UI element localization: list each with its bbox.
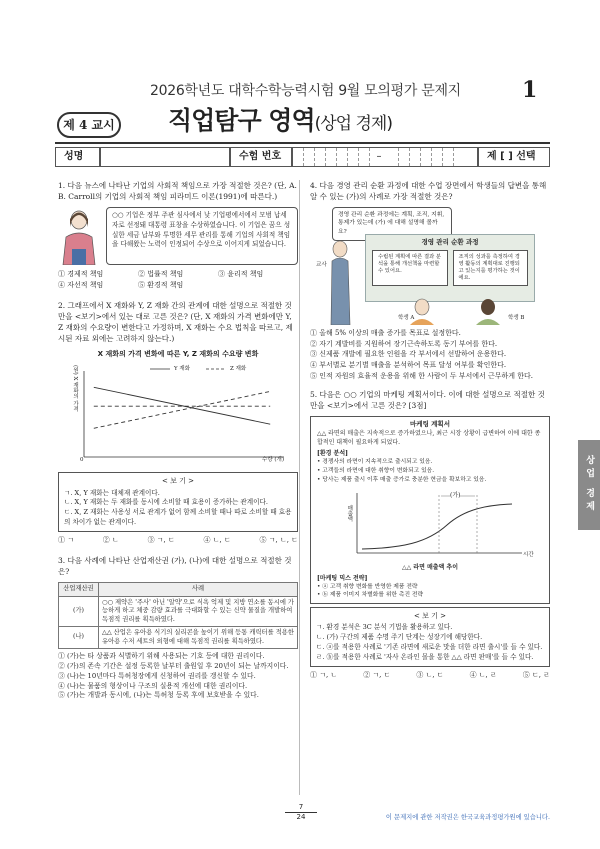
- q2-series-line-3: [94, 391, 270, 428]
- q2-bogi-3: ㄷ. X, Z 재화는 사용성 서로 관계가 없어 함께 소비할 때나 따로 소비할 때 효용의 차이가 없는 관계이다.: [64, 508, 292, 527]
- q5-mix-2: • ⓑ 제품 이미지 차별화를 위한 촉진 전략: [317, 592, 424, 599]
- id-label-cell: [230, 147, 292, 167]
- name-field[interactable]: [100, 147, 230, 167]
- q2-option-3[interactable]: ③ ㄱ, ㄷ: [147, 536, 175, 545]
- q2-legend-z: Z 재화: [230, 366, 247, 373]
- column-divider: [299, 180, 300, 795]
- q5-bogi-4: ㄹ. ⓑ를 적용한 사례로 '자사 온라인 몰을 통한 △△ 라면 판매'를 들 수 있다.: [316, 653, 534, 662]
- q2-xlabel: 수량 (개): [262, 457, 284, 464]
- q3-col2: 사례: [99, 583, 298, 597]
- q1-stem: 1. 다음 뉴스에 나타난 기업의 사회적 책임으로 가장 적절한 것은? (단, A. B. Carroll의 기업의 사회적 책임 피라미드 이론(1991)에 따른다.): [58, 181, 297, 201]
- q2-option-1[interactable]: ① ㄱ: [58, 536, 74, 545]
- q1-option-1[interactable]: ① 경제적 책임: [58, 269, 104, 278]
- q5-stem: 5. 다음은 ○○ 기업의 마케팅 계획서이다. 이에 대한 설명으로 적절한 것만을 <보기>에서 고른 것은? [3점]: [310, 389, 545, 410]
- q2-bogi-1: ㄱ. X, Y 재화는 대체재 관계이다.: [64, 488, 160, 497]
- q3-table: [58, 582, 298, 649]
- q5-option-1[interactable]: ① ㄱ, ㄴ: [310, 670, 338, 679]
- q5-option-4[interactable]: ④ ㄴ, ㄹ: [469, 670, 497, 679]
- q3-row1-val: ○○ 제약은 '주사' 아닌 '알약'으로 식욕 억제 및 지방 연소를 동시에 가능하게 하고 체중 감량 효과를 극대화할 수 있는 신약 물질을 개발하여 독점적 권리를 획득하였다.: [99, 596, 298, 627]
- q2-chart: [58, 361, 298, 469]
- footer-page: [285, 803, 317, 821]
- left-column: [58, 181, 298, 701]
- q3-option-5[interactable]: ⑤ (가)는 개발과 동시에, (나)는 특허청 등록 후에 보호받을 수 있다.: [58, 691, 259, 700]
- q5-bogi-box: [310, 607, 550, 667]
- footer-page-total: 24: [296, 813, 306, 822]
- table-row: [59, 596, 298, 627]
- q3-col1: 산업재산권: [59, 583, 99, 597]
- q5-analysis-1: • 경쟁사의 라면이 지속적으로 출시되고 있음.: [317, 459, 433, 466]
- q5-curve-ylabel: 매출액: [346, 504, 353, 522]
- q3-row2-key: (나): [59, 627, 99, 649]
- q2-chart-svg: [58, 361, 298, 469]
- q5-sales-curve: [317, 485, 542, 563]
- q4-board-title: 경영 관리 순환 과정: [421, 237, 479, 246]
- q5-option-5[interactable]: ⑤ ㄷ, ㄹ: [522, 670, 550, 679]
- name-label-cell: [55, 147, 100, 167]
- q1-figure: [58, 207, 298, 265]
- classroom-illustration: [310, 237, 550, 325]
- q5-mix-title: [마케팅 믹스 전략]: [317, 574, 368, 582]
- q3-options: [58, 652, 298, 701]
- q4-option-4[interactable]: ④ 부서별로 분기별 매출을 분석하여 목표 달성 여부를 확인한다.: [310, 361, 507, 370]
- q5-plan-title: 마케팅 계획서: [410, 419, 450, 428]
- id-field[interactable]: [292, 147, 478, 167]
- header-rule: [55, 142, 550, 144]
- id-dash: –: [376, 151, 382, 163]
- q3-option-3[interactable]: ③ (나)는 10년마다 특허청장에게 신청하여 권리를 갱신할 수 있다.: [58, 671, 256, 680]
- subject-main: 직업탐구 영역: [168, 106, 315, 135]
- q5-analysis-3: • 당사는 제품 출시 이후 매출 증가로 충분한 현금을 확보하고 있음.: [317, 476, 487, 483]
- q2-bogi-title: < 보 기 >: [162, 477, 194, 486]
- page-number: 1: [522, 77, 538, 103]
- q2-legend-y: Y 재화: [174, 366, 191, 373]
- sales-curve-svg: [317, 485, 542, 563]
- q2-chart-title: X 재화의 가격 변화에 따른 Y, Z 재화의 수요량 변화: [97, 349, 259, 358]
- footer-page-num: 7: [285, 803, 317, 813]
- name-label: 성명: [64, 151, 84, 163]
- q3-option-4[interactable]: ④ (나)는 물품의 형상이나 구조의 실용적 개선에 대한 권리이다.: [58, 681, 248, 690]
- q1-option-4[interactable]: ④ 자선적 책임: [58, 280, 104, 289]
- q5-analysis-title: [환경 분석]: [317, 450, 348, 458]
- q4-stem: 4. 다음 경영 관리 순환 과정에 대한 수업 장면에서 학생들의 답변을 통해 알 수 있는 (가)의 사례로 가장 적절한 것은?: [310, 181, 547, 201]
- table-row: [59, 627, 298, 649]
- q2-option-4[interactable]: ④ ㄴ, ㄷ: [203, 536, 231, 545]
- q2-bogi-box: [58, 472, 298, 532]
- q4-bubble: 경영 관리 순환 과정에는 계획, 조직, 지휘, 통제가 있는데 (가) 에 대해 설명해 볼까요?: [332, 207, 452, 241]
- right-column: [310, 181, 550, 681]
- q1-option-5[interactable]: ⑤ 환경적 책임: [138, 280, 184, 289]
- q3-row1-key: (가): [59, 596, 99, 627]
- q4-figure: [310, 207, 550, 325]
- q4-option-2[interactable]: ② 자기 계발비를 지원하여 장기근속하도록 동기 부여를 한다.: [310, 339, 498, 348]
- q2-bogi-2: ㄴ. X, Y 재화는 두 재화를 동시에 소비할 때 효용이 증가하는 관계이다.: [64, 498, 268, 507]
- q3-row2-val: △△ 산업은 유아용 식기의 실리콘을 높이기 위해 등통 캐릭터를 적용한 유아용 수저 세트의 외형에 대해 독점적 권리를 획득하였다.: [99, 627, 298, 649]
- q5-curve-xlabel: 시간: [523, 551, 534, 558]
- q4-option-3[interactable]: ③ 신제품 개발에 필요한 인원을 각 부서에서 선발하여 운용한다.: [310, 350, 507, 359]
- q5-options: [310, 670, 550, 681]
- q4-student-b-text: 조직의 성과를 측정하여 경영 활동의 계획대로 진행되고 있는지를 평가하는 것이에요.: [453, 250, 529, 287]
- q5-curve-label: (가): [450, 491, 461, 499]
- q5-bogi-1: ㄱ. 환경 분석은 3C 분석 기법을 활용하고 있다.: [316, 623, 453, 632]
- q4-student-a-text: 수립된 계획에 따른 결과 분석을 통해 개선책을 마련할 수 있어요.: [372, 250, 448, 287]
- id-label: 수험 번호: [239, 151, 282, 163]
- q4-student-a-label: 학생 A: [398, 314, 415, 321]
- period-badge: 제 4 교시: [57, 112, 121, 138]
- q2-option-2[interactable]: ② ㄴ: [102, 536, 119, 545]
- q5-mix-1: • ⓐ 고객 취향 변화를 반영한 제품 전략: [317, 583, 418, 590]
- q4-student-b-label: 학생 B: [508, 314, 525, 321]
- q4-teacher-label: 교사: [316, 261, 327, 268]
- q5-bogi-title: < 보 기 >: [414, 611, 446, 620]
- q5-curve-caption: △△ 라면 매출액 추이: [401, 563, 459, 571]
- q3-stem: 3. 다음 사례에 나타난 산업재산권 (가), (나)에 대한 설명으로 적절한 것은?: [58, 556, 292, 577]
- q5-bogi-3: ㄷ. ⓐ를 적용한 사례로 '기존 라면에 새로운 맛을 더한 라면 출시'를 들 수 있다.: [316, 643, 543, 652]
- choice-cell[interactable]: [478, 147, 550, 167]
- subject-sub: (상업 경제): [314, 114, 392, 134]
- q4-option-5[interactable]: ⑤ 인적 자원의 효율적 운용을 위해 한 사람이 두 부서에서 근무하게 한다.: [310, 372, 534, 381]
- q1-news-box: ○○ 기업은 정부 주관 심사에서 낮 기업평에서에서 모범 납세자로 선정돼 대통령 표창을 수상하였습니다. 이 기업은 꿈으 성실한 세금 납부와 투명한 세무 관리를 통해 기업의 사회적 책임을 다해왔는 노력이 인정되어 수상으로 이어지게 되었습니다.: [106, 207, 298, 265]
- q2-ylabel: (원) X 재화의 가격: [72, 365, 78, 412]
- q5-intro: △△ 라면의 매출은 지속적으로 증가하였으나, 최근 시장 상황이 급변하여 이에 대한 종합적인 대책이 필요하게 되었다.: [317, 430, 541, 447]
- subject-title: [168, 104, 392, 138]
- q1-option-2[interactable]: ② 법률적 책임: [138, 269, 184, 278]
- q5-analysis-2: • 고객들의 라면에 대한 취향이 변화되고 있음.: [317, 468, 435, 475]
- copyright-note: 이 문제지에 관한 저작권은 한국교육과정평가원에 있습니다.: [385, 814, 550, 821]
- anchor-icon: [58, 207, 100, 265]
- choice-label: 제 [ ] 선택: [487, 151, 536, 163]
- exam-title: 2026학년도 대학수학능력시험 9월 모의평가 문제지: [150, 83, 461, 99]
- q4-options: [310, 328, 550, 382]
- q2-option-5[interactable]: ⑤ ㄱ, ㄴ, ㄷ: [259, 536, 298, 545]
- q2-options: [58, 535, 298, 546]
- q5-plan-box: [310, 416, 550, 604]
- q5-option-3[interactable]: ③ ㄴ, ㄷ: [416, 670, 444, 679]
- info-row: [55, 147, 550, 167]
- q2-origin: 0: [80, 457, 84, 464]
- q2-stem: 2. 그래프에서 X 재화와 Y, Z 재화 간의 관계에 대한 설명으로 적절한 것만을 <보기>에서 있는 대로 고른 것은? (단, X 재화의 가격 변화에만 Y, Z 재화의 수요량이 변한다고 가정하며, X 재화는 수요 법칙을 따르고, 제시된 자료 외에는 고려하지 않는다.): [58, 301, 293, 343]
- q3-option-2[interactable]: ② (가)의 존속 기간은 설정 등록한 날부터 출원일 후 20년이 되는 날까지이다.: [58, 661, 289, 670]
- side-tab: 상업 경제: [578, 440, 600, 530]
- q3-option-1[interactable]: ① (가)는 타 상품과 식별하기 위해 사용되는 기호 등에 대한 권리이다.: [58, 652, 265, 661]
- q1-options: [58, 269, 298, 291]
- q4-option-1[interactable]: ① 올해 5% 이상의 매출 증가를 목표로 설정한다.: [310, 328, 461, 337]
- q5-option-2[interactable]: ② ㄱ, ㄷ: [363, 670, 391, 679]
- q5-bogi-2: ㄴ. (가) 구간의 제품 수명 주기 단계는 성장기에 해당한다.: [316, 633, 483, 642]
- q1-option-3[interactable]: ③ 윤리적 책임: [218, 269, 264, 278]
